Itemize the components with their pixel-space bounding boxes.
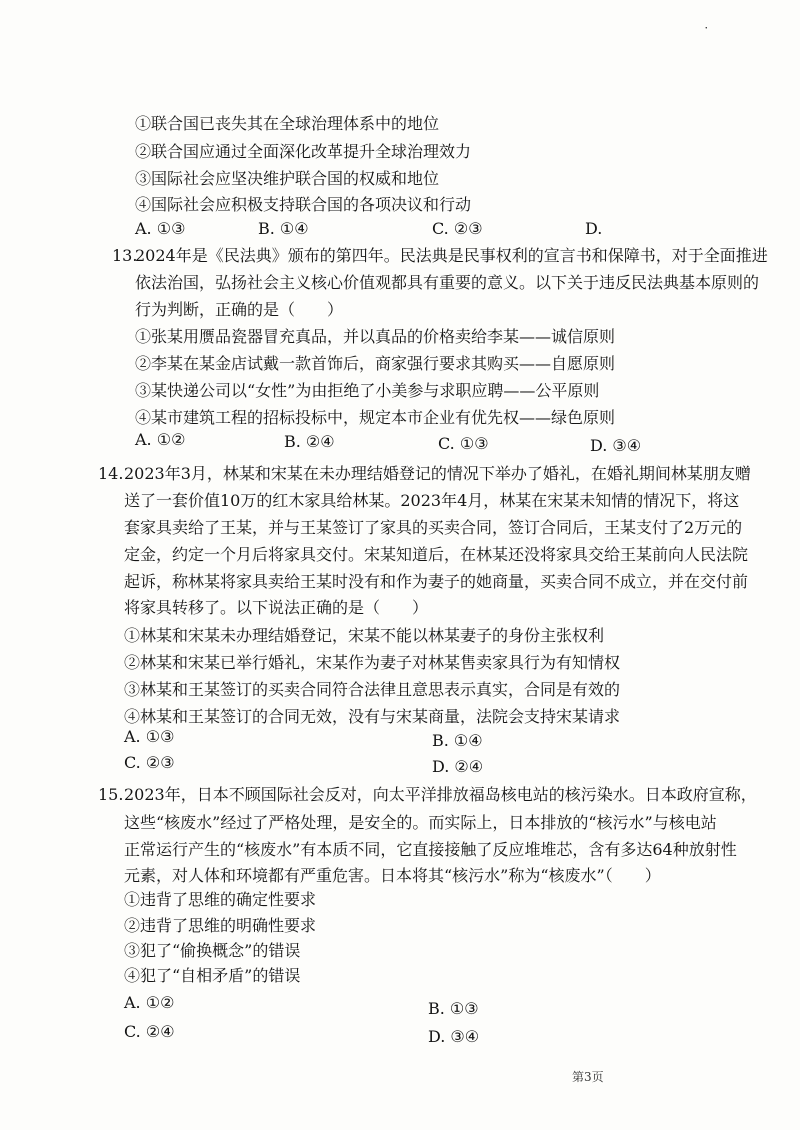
q14-stem-line-5: 起诉，称林某将家具卖给王某时没有和作为妻子的她商量，买卖合同不成立，并在交付前	[124, 572, 749, 591]
q13-stem-line-1: 2024年是《民法典》颁布的第四年。民法典是民事权利的宣言书和保障书，对于全面推进	[135, 246, 768, 265]
q14-option-a: A. ①③	[124, 727, 175, 746]
q14-statement-3: ③林某和王某签订的买卖合同符合法律且意思表示真实，合同是有效的	[124, 680, 621, 699]
q15-statement-2: ②违背了思维的明确性要求	[124, 916, 317, 935]
q13-statement-2: ②李某在某金店试戴一款首饰后，商家强行要求其购买——自愿原则	[135, 354, 616, 373]
q13-statement-1: ①张某用赝品瓷器冒充真品，并以真品的价格卖给李某——诚信原则	[135, 327, 616, 346]
q15-statement-1: ①违背了思维的确定性要求	[124, 890, 317, 909]
q14-number: 14.	[98, 464, 124, 483]
q14-stem-line-4: 定金，约定一个月后将家具交付。宋某知道后，在林某还没将家具交给王某前向人民法院	[124, 545, 749, 564]
corner-mark: ˙	[703, 26, 710, 41]
q13-stem-line-2: 依法治国，弘扬社会主义核心价值观都具有重要的意义。以下关于违反民法典基本原则的	[135, 273, 760, 292]
q15-stem-line-4: 元素，对人体和环境都有严重危害。日本将其“核污水”称为“核废水”（ ）	[124, 866, 661, 885]
q14-statement-1: ①林某和宋某未办理结婚登记，宋某不能以林某妻子的身份主张权利	[124, 626, 605, 645]
q15-stem-line-3: 正常运行产生的“核废水”有本质不同，它直接接触了反应堆堆芯，含有多达64种放射性	[124, 840, 737, 859]
q12-statement-2: ②联合国应通过全面深化改革提升全球治理效力	[135, 142, 472, 161]
q13-option-b: B. ②④	[284, 432, 335, 451]
page-footer: 第3页	[572, 1070, 604, 1084]
q15-stem-line-1: 2023年，日本不顾国际社会反对，向太平洋排放福岛核电站的核污染水。日本政府宣称，	[124, 785, 757, 804]
q12-option-a: A. ①③	[135, 219, 186, 238]
q13-stem-line-3: 行为判断，正确的是（ ）	[135, 300, 344, 319]
q13-number: 13.	[112, 246, 138, 265]
q15-statement-3: ③犯了“偷换概念”的错误	[124, 941, 301, 960]
q14-option-c: C. ②③	[124, 753, 175, 772]
q14-option-d: D. ②④	[432, 757, 484, 776]
q13-option-d: D. ③④	[590, 436, 642, 455]
q15-option-b: B. ①③	[428, 999, 479, 1018]
q14-statement-2: ②林某和宋某已举行婚礼，宋某作为妻子对林某售卖家具行为有知情权	[124, 653, 621, 672]
q14-statement-4: ④林某和王某签订的合同无效，没有与宋某商量，法院会支持宋某请求	[124, 707, 621, 726]
q13-statement-4: ④某市建筑工程的招标投标中，规定本市企业有优先权——绿色原则	[135, 408, 616, 427]
q13-option-a: A. ①②	[135, 430, 186, 449]
q15-number: 15.	[98, 785, 124, 804]
q15-statement-4: ④犯了“自相矛盾”的错误	[124, 966, 301, 985]
q12-statement-1: ①联合国已丧失其在全球治理体系中的地位	[135, 114, 440, 133]
q14-stem-line-3: 套家具卖给了王某，并与王某签订了家具的买卖合同，签订合同后，王某支付了2万元的	[124, 518, 743, 537]
q14-stem-line-2: 送了一套价值10万的红木家具给林某。2023年4月，林某在宋某未知情的情况下，将这	[124, 491, 740, 510]
q14-stem-line-6: 将家具转移了。以下说法正确的是（ ）	[124, 598, 429, 617]
q15-option-a: A. ①②	[124, 993, 175, 1012]
q14-stem-line-1: 2023年3月，林某和宋某在未办理结婚登记的情况下举办了婚礼，在婚礼期间林某朋友赠	[124, 464, 751, 483]
q12-statement-4: ④国际社会应积极支持联合国的各项决议和行动	[135, 195, 472, 214]
q12-option-c: C. ②③	[432, 219, 483, 238]
q15-stem-line-2: 这些“核废水”经过了严格处理，是安全的。而实际上，日本排放的“核污水”与核电站	[124, 813, 717, 832]
q15-option-d: D. ③④	[428, 1027, 480, 1046]
q14-option-b: B. ①④	[432, 731, 483, 750]
q12-statement-3: ③国际社会应坚决维护联合国的权威和地位	[135, 169, 440, 188]
q13-option-c: C. ①③	[438, 434, 489, 453]
q12-option-d: D.	[585, 219, 603, 238]
q15-option-c: C. ②④	[124, 1022, 175, 1041]
q12-option-b: B. ①④	[258, 219, 309, 238]
q13-statement-3: ③某快递公司以“女性”为由拒绝了小美参与求职应聘——公平原则	[135, 381, 600, 400]
